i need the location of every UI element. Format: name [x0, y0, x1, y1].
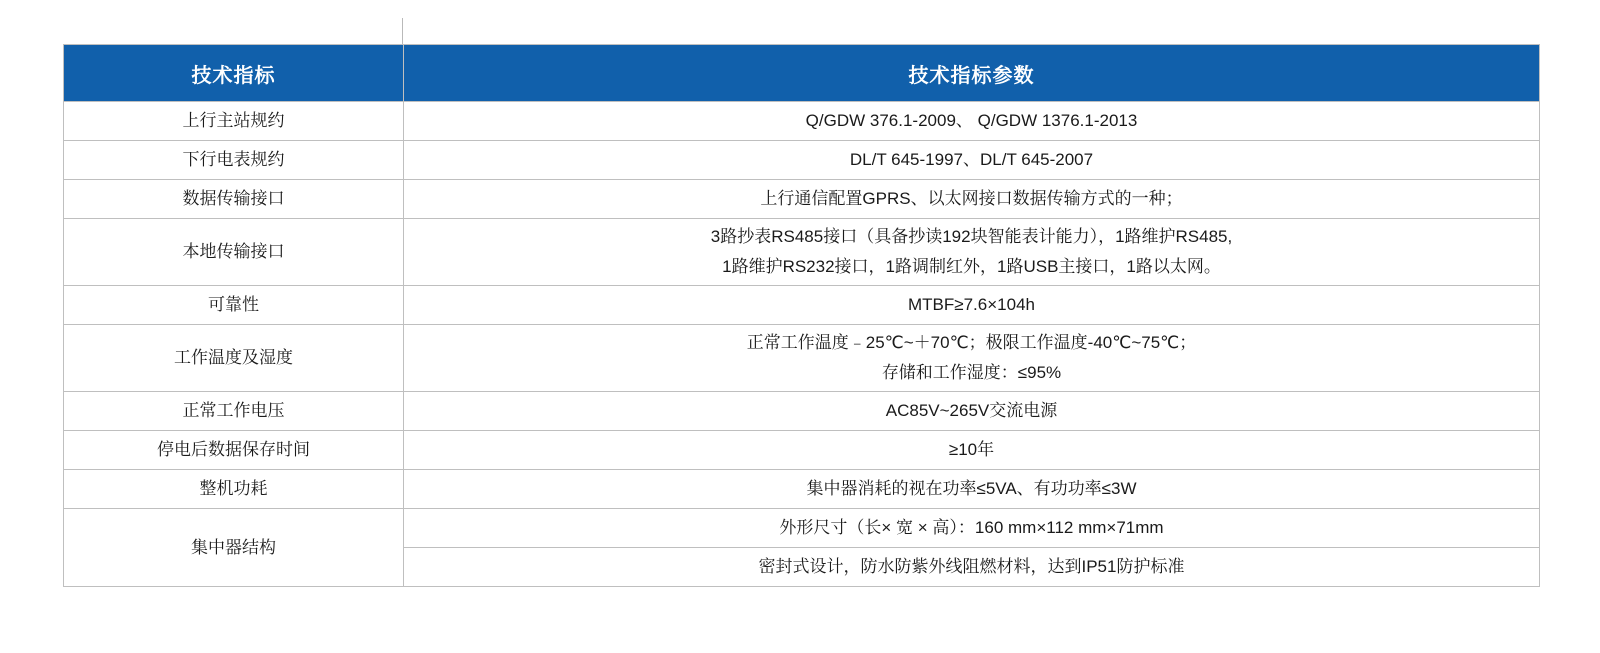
row-label: 数据传输接口	[64, 180, 404, 219]
row-value: 上行通信配置GPRS、以太网接口数据传输方式的一种；	[404, 180, 1540, 219]
row-label: 停电后数据保存时间	[64, 431, 404, 470]
row-label: 整机功耗	[64, 470, 404, 509]
row-value: MTBF≥7.6×104h	[404, 286, 1540, 325]
row-label: 可靠性	[64, 286, 404, 325]
table-row	[64, 392, 1540, 431]
row-value	[404, 325, 1540, 392]
table-row	[64, 141, 1540, 180]
row-value-line-1: 3路抄表RS485接口（具备抄读192块智能表计能力），1路维护RS485,	[710, 227, 1233, 247]
table-row	[64, 102, 1540, 141]
table-row	[64, 219, 1540, 286]
header-cell-parameter: 技术指标参数	[404, 45, 1540, 102]
table-row	[64, 509, 1540, 548]
technical-specification-table	[63, 44, 1540, 587]
row-label: 上行主站规约	[64, 102, 404, 141]
header-cell-indicator: 技术指标	[64, 45, 404, 102]
row-value: DL/T 645-1997、DL/T 645-2007	[404, 141, 1540, 180]
row-value	[404, 219, 1540, 286]
row-value: ≥10年	[404, 431, 1540, 470]
row-label: 正常工作电压	[64, 392, 404, 431]
table-body	[64, 102, 1540, 587]
row-label: 集中器结构	[64, 509, 404, 587]
table-row	[64, 286, 1540, 325]
table-header	[64, 45, 1540, 102]
row-value: 集中器消耗的视在功率≤5VA、有功功率≤3W	[404, 470, 1540, 509]
row-value-line-1: 正常工作温度﹣25℃~＋70℃；极限工作温度-40℃~75℃；	[746, 333, 1197, 353]
table-row	[64, 180, 1540, 219]
row-value-line-2: 存储和工作湿度：≤95%	[881, 363, 1062, 382]
row-value: AC85V~265V交流电源	[404, 392, 1540, 431]
table-row	[64, 431, 1540, 470]
table-header-row	[64, 45, 1540, 102]
column-divider-tick	[402, 18, 403, 44]
row-value: Q/GDW 376.1-2009、 Q/GDW 1376.1-2013	[404, 102, 1540, 141]
spec-table-container	[63, 44, 1537, 587]
row-label: 工作温度及湿度	[64, 325, 404, 392]
table-row	[64, 470, 1540, 509]
row-label: 本地传输接口	[64, 219, 404, 286]
table-row	[64, 325, 1540, 392]
row-value-line-2: 1路维护RS232接口，1路调制红外，1路USB主接口，1路以太网。	[722, 257, 1221, 276]
row-value: 密封式设计，防水防紫外线阻燃材料，达到IP51防护标准	[404, 548, 1540, 587]
row-value: 外形尺寸（长× 宽 × 高）：160 mm×112 mm×71mm	[404, 509, 1540, 548]
row-label: 下行电表规约	[64, 141, 404, 180]
